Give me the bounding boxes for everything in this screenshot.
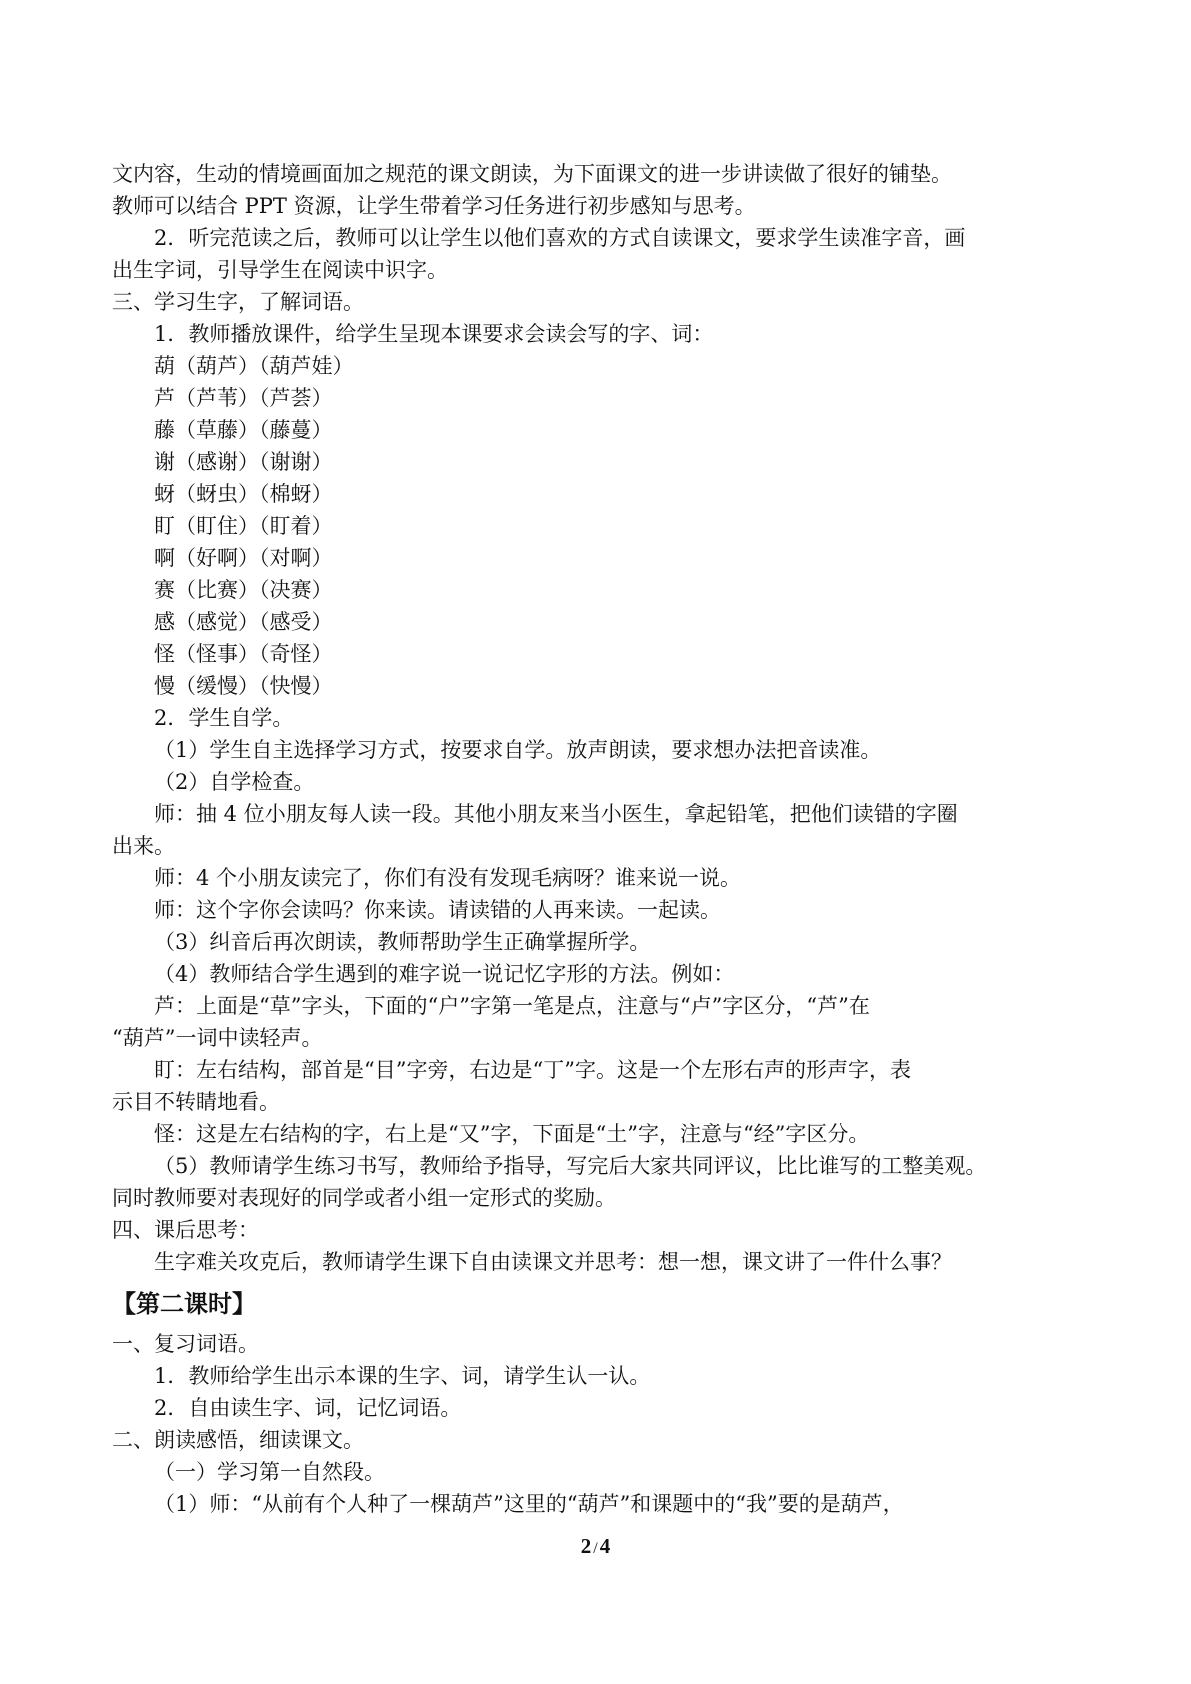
text-line: 三、学习生字，了解词语。	[112, 290, 364, 314]
text-line: （4）教师结合学生遇到的难字说一说记忆字形的方法。例如：	[154, 962, 735, 986]
text-line: 出来。	[112, 834, 175, 858]
page-current: 2	[580, 1534, 592, 1558]
text-line: 1．教师给学生出示本课的生字、词，请学生认一认。	[154, 1364, 651, 1388]
text-line: 教师可以结合 PPT 资源，让学生带着学习任务进行初步感知与思考。	[112, 194, 756, 218]
text-line: 慢（缓慢）（快慢）	[154, 674, 333, 698]
text-line: 四、课后思考：	[112, 1218, 259, 1242]
page-separator: /	[593, 1540, 598, 1557]
text-line: 1．教师播放课件，给学生呈现本课要求会读会写的字、词：	[154, 322, 714, 346]
text-line: 2．听完范读之后，教师可以让学生以他们喜欢的方式自读课文，要求学生读准字音，画	[154, 226, 966, 250]
text-line: 2．自由读生字、词，记忆词语。	[154, 1396, 462, 1420]
lesson-text-part-1	[112, 158, 1080, 1278]
document-body	[112, 158, 1080, 1520]
text-line: 芦（芦苇）（芦荟）	[154, 386, 333, 410]
text-line: 出生字词，引导学生在阅读中识字。	[112, 258, 448, 282]
text-line: 感（感觉）（感受）	[154, 610, 333, 634]
text-line: 师：抽 4 位小朋友每人读一段。其他小朋友来当小医生，拿起铅笔，把他们读错的字圈	[154, 802, 958, 826]
text-line: 芦：上面是“草”字头，下面的“户”字第一笔是点，注意与“卢”字区分，“芦”在	[154, 994, 870, 1018]
text-line: 生字难关攻克后，教师请学生课下自由读课文并思考：想一想，课文讲了一件什么事？	[154, 1250, 952, 1274]
text-line: 藤（草藤）（藤蔓）	[154, 418, 333, 442]
lesson-text-part-2	[112, 1328, 1080, 1520]
text-line: 啊（好啊）（对啊）	[154, 546, 333, 570]
text-line: 赛（比赛）（决赛）	[154, 578, 333, 602]
page-number	[0, 1534, 1191, 1559]
text-line: 二、朗读感悟，细读课文。	[112, 1428, 364, 1452]
text-line: 文内容，生动的情境画面加之规范的课文朗读，为下面课文的进一步讲读做了很好的铺垫。	[112, 162, 952, 186]
text-line: 一、复习词语。	[112, 1332, 259, 1356]
text-line: 葫（葫芦）（葫芦娃）	[154, 354, 354, 378]
text-line: （1）师：“从前有个人种了一棵葫芦”这里的“葫芦”和课题中的“我”要的是葫芦，	[154, 1492, 904, 1516]
text-line: 怪：这是左右结构的字，右上是“又”字，下面是“土”字，注意与“经”字区分。	[154, 1122, 870, 1146]
section-title: 【第二课时】	[112, 1290, 256, 1318]
page-total: 4	[599, 1534, 611, 1558]
text-line: 示目不转睛地看。	[112, 1090, 280, 1114]
text-line: 盯（盯住）（盯着）	[154, 514, 333, 538]
text-line: 师：这个字你会读吗？你来读。请读错的人再来读。一起读。	[154, 898, 721, 922]
text-line: “葫芦”一词中读轻声。	[112, 1026, 323, 1050]
text-line: 谢（感谢）（谢谢）	[154, 450, 333, 474]
text-line: （一）学习第一自然段。	[154, 1460, 385, 1484]
text-line: （2）自学检查。	[154, 770, 315, 794]
text-line: 蚜（蚜虫）（棉蚜）	[154, 482, 333, 506]
text-line: 师：4 个小朋友读完了，你们有没有发现毛病呀？谁来说一说。	[154, 866, 742, 890]
text-line: 同时教师要对表现好的同学或者小组一定形式的奖励。	[112, 1186, 616, 1210]
text-line: 2．学生自学。	[154, 706, 294, 730]
text-line: 怪（怪事）（奇怪）	[154, 642, 333, 666]
text-line: 盯：左右结构，部首是“目”字旁，右边是“丁”字。这是一个左形右声的形声字，表	[154, 1058, 911, 1082]
text-line: （1）学生自主选择学习方式，按要求自学。放声朗读，要求想办法把音读准。	[154, 738, 882, 762]
text-line: （5）教师请学生练习书写，教师给予指导，写完后大家共同评议，比比谁写的工整美观。	[154, 1154, 987, 1178]
text-line: （3）纠音后再次朗读，教师帮助学生正确掌握所学。	[154, 930, 651, 954]
